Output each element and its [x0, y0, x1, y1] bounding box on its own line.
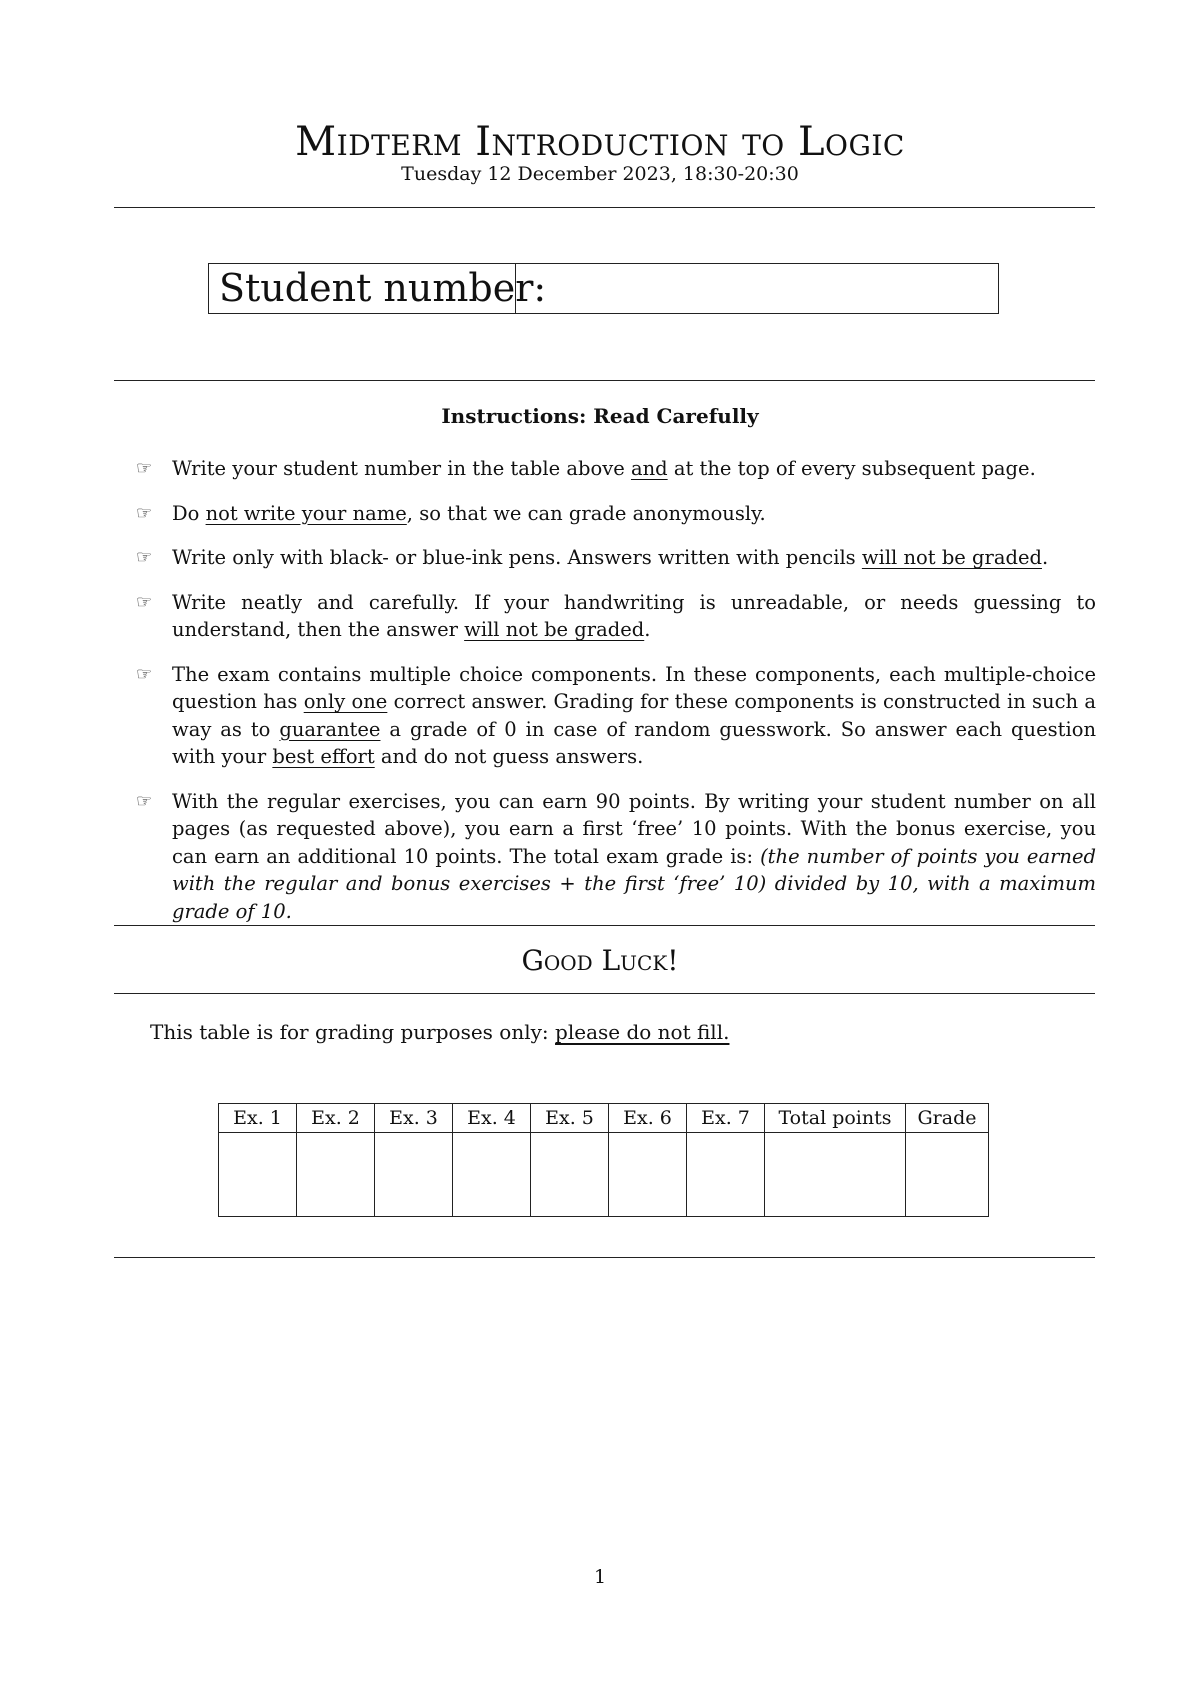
grading-note: This table is for grading purposes only: please do not fill. [150, 1020, 730, 1044]
instruction-item: ☞ Do not write your name, so that we can grade anonymously. [136, 500, 1096, 528]
pointing-hand-icon: ☞ [136, 591, 153, 613]
grading-note-emphasis: please do not fill. [555, 1020, 730, 1044]
instruction-item: ☞ The exam contains multiple choice components. In these components, each multiple-choice question has only one correct answer. Grading for these components is constructed in such a way as to guarantee a grade of 0 in case of random guesswork. So answer each question with your best effort and do not guess answers. [136, 662, 1097, 768]
instruction-item: ☞ With the regular exercises, you can earn 90 points. By writing your student number on all pages (as requested above), you earn a first ‘free’ 10 points. With the bonus exercise, you can earn an additional 10 points. The total exam grade is: (the number of points you earned with the regular and bonus exercises + the first ‘free’ 10) divided by 10, with a maximum grade of 10. [136, 789, 1096, 923]
pointing-hand-icon: ☞ [136, 458, 153, 479]
exam-date: Tuesday 12 December 2023, 18:30-20:30 [401, 163, 799, 185]
instructions-heading: Instructions: Read Carefully [441, 404, 759, 428]
grade-cell [609, 1133, 687, 1217]
col-ex-7: Ex. 7 [687, 1104, 765, 1133]
grading-table-row [219, 1133, 989, 1217]
col-ex-2: Ex. 2 [297, 1104, 375, 1133]
grade-cell [375, 1133, 453, 1217]
divider [114, 993, 1095, 994]
grade-cell [219, 1133, 297, 1217]
instruction-item: ☞ Write neatly and carefully. If your handwriting is unreadable, or needs guessing to understand, then the answer will not be graded. [136, 590, 1096, 641]
grading-table [218, 1103, 989, 1217]
pointing-hand-icon: ☞ [136, 663, 153, 685]
good-luck-heading: Good Luck! [521, 944, 679, 977]
divider [114, 1257, 1095, 1258]
instruction-item: ☞ Write your student number in the table above and at the top of every subsequent page. [136, 455, 1096, 483]
pointing-hand-icon: ☞ [136, 547, 153, 568]
col-ex-5: Ex. 5 [531, 1104, 609, 1133]
grade-cell [765, 1133, 906, 1217]
exam-title: Midterm Introduction to Logic [295, 119, 905, 165]
col-total-points: Total points [765, 1104, 906, 1133]
col-ex-1: Ex. 1 [219, 1104, 297, 1133]
instructions-list [136, 455, 1096, 942]
pointing-hand-icon: ☞ [136, 502, 153, 524]
page-number: 1 [593, 1566, 607, 1588]
grade-cell [453, 1133, 531, 1217]
col-ex-3: Ex. 3 [375, 1104, 453, 1133]
divider [114, 207, 1095, 208]
pointing-hand-icon: ☞ [136, 790, 153, 812]
divider [114, 925, 1095, 926]
student-number-label: Student number: [209, 264, 516, 313]
student-number-box [208, 263, 999, 314]
grading-table-header [219, 1104, 989, 1133]
col-grade: Grade [906, 1104, 989, 1133]
col-ex-6: Ex. 6 [609, 1104, 687, 1133]
grade-cell [531, 1133, 609, 1217]
col-ex-4: Ex. 4 [453, 1104, 531, 1133]
instruction-item: ☞ Write only with black- or blue-ink pens. Answers written with pencils will not be graded. [136, 544, 1096, 572]
grade-cell [906, 1133, 989, 1217]
grade-cell [297, 1133, 375, 1217]
student-number-field[interactable] [516, 264, 998, 313]
divider [114, 380, 1095, 381]
grade-cell [687, 1133, 765, 1217]
